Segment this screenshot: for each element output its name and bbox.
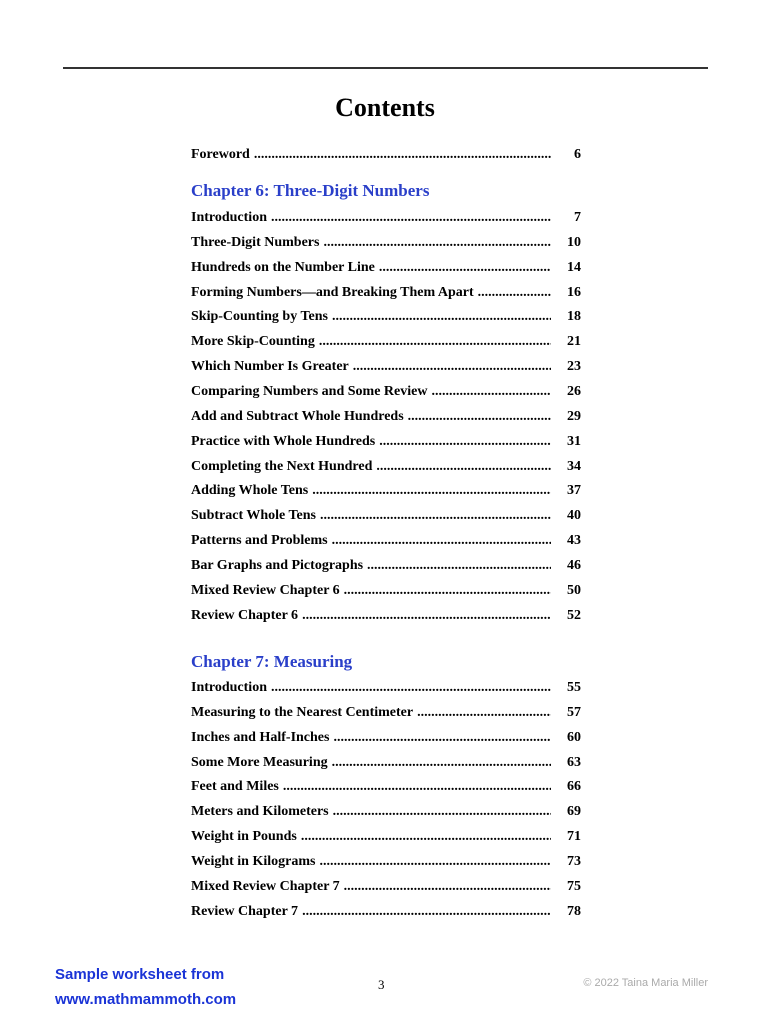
toc-entry-page: 16 xyxy=(567,284,581,300)
toc-entry-page: 60 xyxy=(567,729,581,745)
toc-entry-page: 71 xyxy=(567,829,581,845)
sample-line-1: Sample worksheet from xyxy=(55,966,225,983)
toc-entry-page: 43 xyxy=(567,533,581,549)
chapter-7-heading: Chapter 7: Measuring xyxy=(191,652,353,671)
toc-entry[interactable] xyxy=(191,309,581,329)
toc-entry[interactable] xyxy=(191,285,581,305)
toc-entry[interactable] xyxy=(191,260,581,280)
toc-leader-dots xyxy=(379,260,551,276)
sample-worksheet-notice xyxy=(55,962,236,1012)
toc-entry[interactable] xyxy=(191,334,581,354)
toc-entry-page: 75 xyxy=(567,878,581,894)
toc-leader-dots xyxy=(478,285,551,301)
toc-entry-page: 57 xyxy=(567,704,581,720)
toc-entry-label: Skip-Counting by Tens xyxy=(191,309,328,325)
toc-entry-page: 29 xyxy=(567,408,581,424)
toc-leader-dots xyxy=(417,705,551,721)
toc-entry[interactable] xyxy=(191,904,581,924)
toc-leader-dots xyxy=(271,680,551,696)
toc-entry-page: 40 xyxy=(567,508,581,524)
toc-entry-label: Add and Subtract Whole Hundreds xyxy=(191,408,404,424)
toc-leader-dots xyxy=(344,879,551,895)
toc-entry[interactable] xyxy=(191,705,581,725)
toc-entry-label: Comparing Numbers and Some Review xyxy=(191,383,428,399)
toc-entry-label: Review Chapter 7 xyxy=(191,903,299,919)
toc-entry-page: 21 xyxy=(567,334,581,350)
toc-entry-label: Patterns and Problems xyxy=(191,533,328,549)
toc-entry[interactable] xyxy=(191,483,581,503)
toc-entry-page: 73 xyxy=(567,853,581,869)
toc-entry[interactable] xyxy=(191,779,581,799)
toc-leader-dots xyxy=(431,384,551,400)
toc-entry-page: 31 xyxy=(567,433,581,449)
toc-entry-page: 78 xyxy=(567,903,581,919)
toc-leader-dots xyxy=(312,483,551,499)
toc-entry[interactable] xyxy=(191,235,581,255)
toc-entry-label: More Skip-Counting xyxy=(191,334,315,350)
toc-entry-page: 37 xyxy=(567,483,581,499)
toc-entry-page: 26 xyxy=(567,383,581,399)
toc-entry-label: Which Number Is Greater xyxy=(191,359,349,375)
toc-entry-label: Review Chapter 6 xyxy=(191,607,299,623)
toc-entry-page: 6 xyxy=(574,147,581,162)
toc-leader-dots xyxy=(319,854,551,870)
toc-leader-dots xyxy=(344,583,551,599)
toc-entry[interactable] xyxy=(191,210,581,230)
toc-entry-label: Some More Measuring xyxy=(191,754,328,770)
toc-entry[interactable] xyxy=(191,583,581,603)
toc-entry[interactable] xyxy=(191,879,581,899)
toc-entry-page: 50 xyxy=(567,582,581,598)
toc-entry-label: Subtract Whole Tens xyxy=(191,508,316,524)
top-rule xyxy=(63,67,708,69)
toc-entry[interactable] xyxy=(191,359,581,379)
toc-entry-label: Foreword xyxy=(191,147,250,162)
toc-entry[interactable] xyxy=(191,508,581,528)
toc-entry-label: Feet and Miles xyxy=(191,779,279,795)
toc-entry-page: 23 xyxy=(567,359,581,375)
toc-entry[interactable] xyxy=(191,558,581,578)
toc-leader-dots xyxy=(332,309,551,325)
toc-entry[interactable] xyxy=(191,459,581,479)
toc-entry-label: Hundreds on the Number Line xyxy=(191,259,375,275)
toc-entry-page: 46 xyxy=(567,557,581,573)
copyright-notice: © 2022 Taina Maria Miller xyxy=(583,977,708,989)
toc-entry-label: Mixed Review Chapter 7 xyxy=(191,878,340,894)
toc-entry[interactable] xyxy=(191,384,581,404)
toc-entry-page: 52 xyxy=(567,607,581,623)
toc-leader-dots xyxy=(319,334,551,350)
toc-entry-page: 14 xyxy=(567,259,581,275)
toc-entry[interactable] xyxy=(191,804,581,824)
toc-entry[interactable] xyxy=(191,409,581,429)
toc-entry-label: Weight in Pounds xyxy=(191,829,297,845)
toc-leader-dots xyxy=(283,779,551,795)
toc-entry-page: 63 xyxy=(567,754,581,770)
toc-entry-foreword[interactable] xyxy=(191,147,581,167)
toc-entry-page: 34 xyxy=(567,458,581,474)
toc-leader-dots xyxy=(376,459,551,475)
toc-entry-label: Three-Digit Numbers xyxy=(191,234,320,250)
toc-entry-page: 7 xyxy=(574,210,581,225)
toc-entry[interactable] xyxy=(191,730,581,750)
toc-leader-dots xyxy=(333,730,551,746)
toc-entry-label: Weight in Kilograms xyxy=(191,853,316,869)
toc-entry-page: 66 xyxy=(567,779,581,795)
toc-leader-dots xyxy=(254,147,551,163)
toc-leader-dots xyxy=(323,235,551,251)
toc-entry-label: Adding Whole Tens xyxy=(191,483,309,499)
toc-entry-page: 10 xyxy=(567,234,581,250)
toc-leader-dots xyxy=(332,755,551,771)
toc-entry-label: Meters and Kilometers xyxy=(191,804,329,820)
toc-entry-label: Forming Numbers—and Breaking Them Apart xyxy=(191,284,474,300)
toc-leader-dots xyxy=(271,210,551,226)
toc-entry[interactable] xyxy=(191,608,581,628)
toc-leader-dots xyxy=(379,434,551,450)
toc-entry-label: Introduction xyxy=(191,210,267,225)
toc-entry-label: Introduction xyxy=(191,680,267,695)
toc-entry-label: Measuring to the Nearest Centimeter xyxy=(191,704,414,720)
toc-leader-dots xyxy=(353,359,551,375)
toc-entry-label: Practice with Whole Hundreds xyxy=(191,433,376,449)
toc-entry[interactable] xyxy=(191,533,581,553)
chapter-6-heading: Chapter 6: Three-Digit Numbers xyxy=(191,181,430,200)
sample-website-link[interactable]: www.mathmammoth.com xyxy=(55,991,237,1008)
toc-entry[interactable] xyxy=(191,829,581,849)
toc-entry-label: Completing the Next Hundred xyxy=(191,458,373,474)
toc-entry-page: 55 xyxy=(567,680,581,695)
toc-entry-page: 69 xyxy=(567,804,581,820)
toc-leader-dots xyxy=(301,829,551,845)
page-number: 3 xyxy=(378,977,385,992)
toc-entry-label: Inches and Half-Inches xyxy=(191,729,330,745)
toc-entry[interactable] xyxy=(191,434,581,454)
toc-leader-dots xyxy=(408,409,551,425)
toc-leader-dots xyxy=(367,558,551,574)
toc-leader-dots xyxy=(320,508,551,524)
toc-entry[interactable] xyxy=(191,755,581,775)
toc-leader-dots xyxy=(332,533,551,549)
toc-entry[interactable] xyxy=(191,854,581,874)
toc-leader-dots xyxy=(302,608,551,624)
toc-entry-page: 18 xyxy=(567,309,581,325)
toc-entry-label: Bar Graphs and Pictographs xyxy=(191,557,364,573)
page-title: Contents xyxy=(335,93,435,122)
toc-entry[interactable] xyxy=(191,680,581,700)
toc-leader-dots xyxy=(333,804,551,820)
toc-leader-dots xyxy=(302,904,551,920)
toc-entry-label: Mixed Review Chapter 6 xyxy=(191,582,340,598)
